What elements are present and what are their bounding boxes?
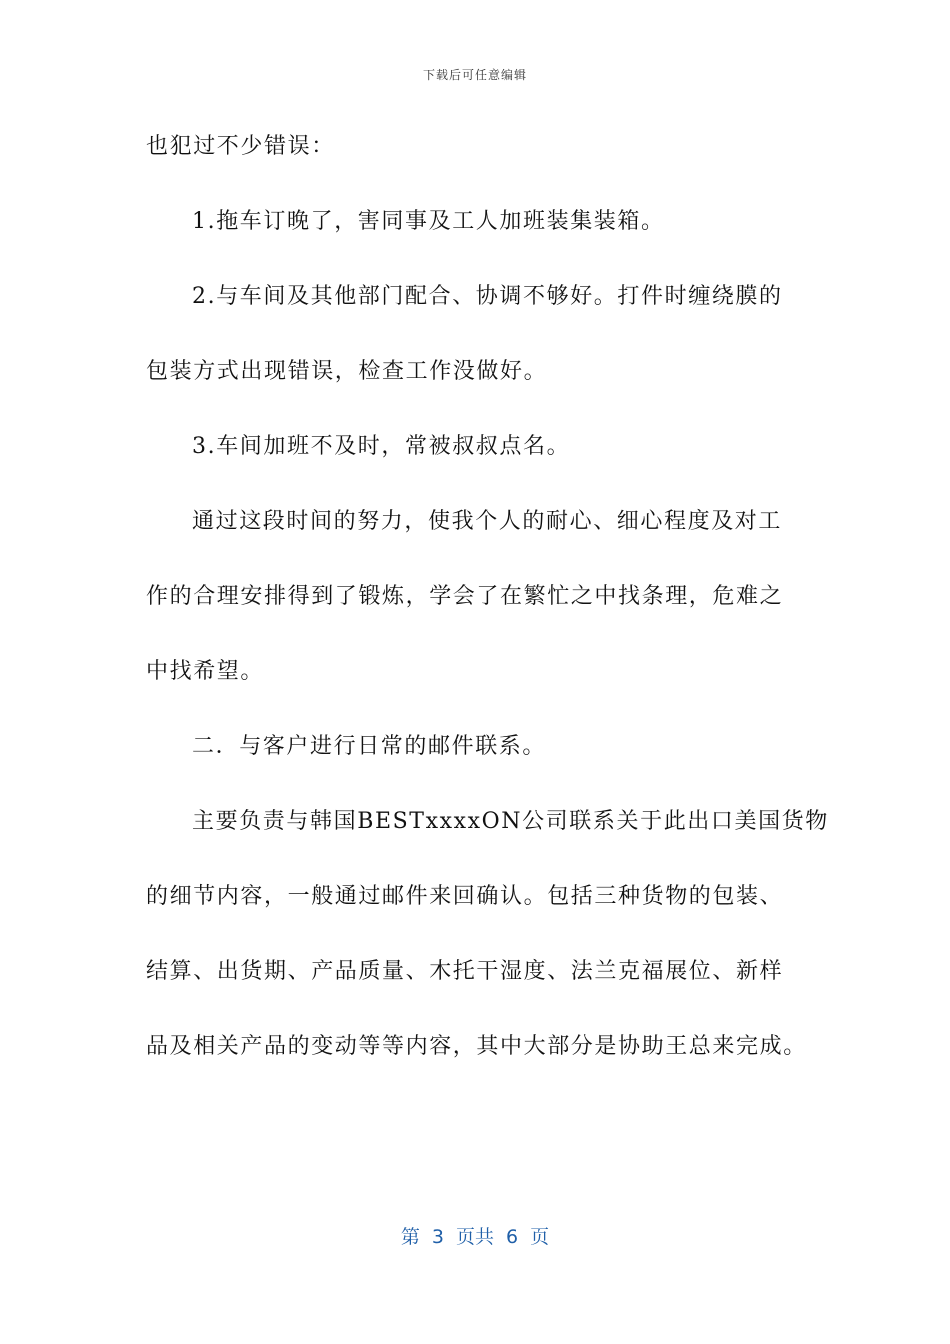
body-line-5: 3.车间加班不及时，常被叔叔点名。: [192, 434, 571, 459]
footer-current-page: 3: [431, 1226, 444, 1248]
body-line-9: 二．与客户进行日常的邮件联系。: [192, 734, 547, 759]
page-header: 下载后可任意编辑: [422, 68, 527, 82]
body-line-3: 2.与车间及其他部门配合、协调不够好。打件时缠绕膜的: [192, 284, 783, 309]
body-line-13: 品及相关产品的变动等等内容，其中大部分是协助王总来完成。: [146, 1034, 807, 1059]
body-line-4: 包装方式出现错误，检查工作没做好。: [146, 359, 548, 384]
page-footer: [0, 1222, 950, 1249]
footer-page-prefix: 第: [400, 1226, 420, 1248]
body-line-10: 主要负责与韩国BESTxxxxON公司联系关于此出口美国货物: [192, 809, 829, 834]
body-line-8: 中找希望。: [146, 659, 265, 684]
body-line-12: 结算、出货期、产品质量、木托干湿度、法兰克福展位、新样: [146, 959, 784, 984]
body-line-11: 的细节内容，一般通过邮件来回确认。包括三种货物的包装、: [146, 884, 784, 909]
body-line-7: 作的合理安排得到了锻炼，学会了在繁忙之中找条理，危难之: [146, 584, 784, 609]
body-line-6: 通过这段时间的努力，使我个人的耐心、细心程度及对工: [192, 509, 783, 534]
body-line-1: 也犯过不少错误：: [146, 134, 335, 159]
footer-page-mid: 页共: [455, 1226, 494, 1248]
document-body: [146, 118, 829, 1093]
footer-page-suffix: 页: [530, 1226, 550, 1248]
footer-total-pages: 6: [506, 1226, 519, 1248]
body-line-2: 1.拖车订晚了，害同事及工人加班装集装箱。: [192, 209, 665, 234]
